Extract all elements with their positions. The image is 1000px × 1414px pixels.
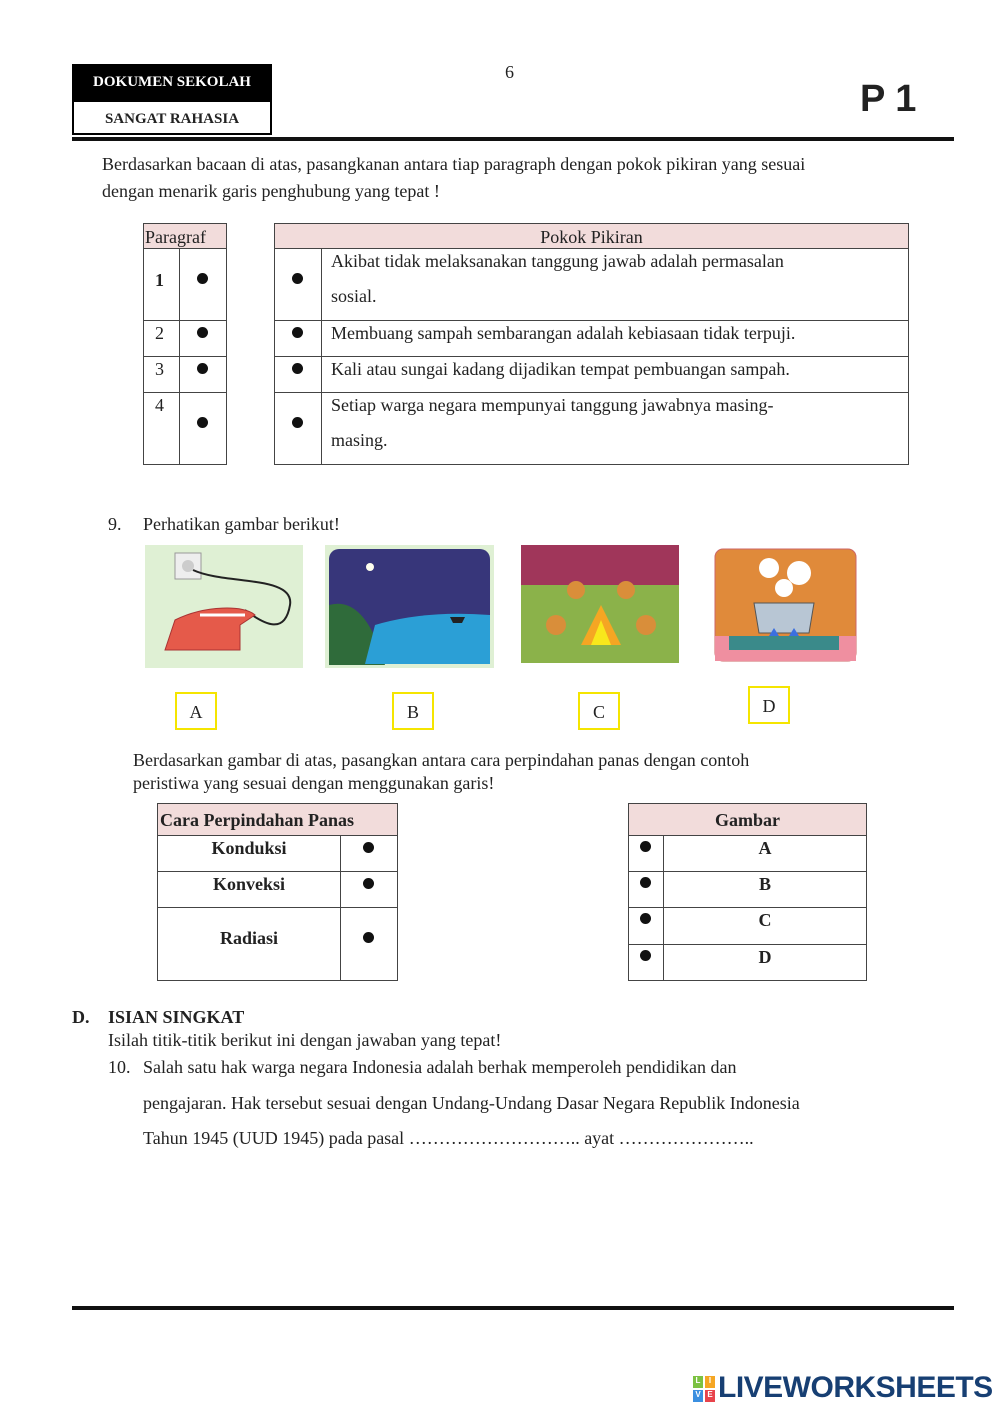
pokok-header: Pokok Pikiran <box>274 223 909 249</box>
pokok-text: sosial. <box>331 286 377 306</box>
header-divider <box>72 137 954 141</box>
section-d-title: ISIAN SINGKAT <box>108 1007 245 1027</box>
q8-instruction-line2: dengan menarik garis penghubung yang tepat ! <box>102 181 440 201</box>
paragraf-connector-dot[interactable] <box>197 327 208 338</box>
gambar-option: A <box>758 838 772 858</box>
iron-icon <box>145 545 303 668</box>
q8-instruction-line1: Berdasarkan bacaan di atas, pasangkanan antara tiap paragraph dengan pokok pikiran yang sesuai <box>102 154 806 174</box>
boiling-pot-icon <box>714 548 857 662</box>
method-connector-dot[interactable] <box>363 878 374 889</box>
paragraf-connector-dot[interactable] <box>197 363 208 374</box>
q10-pasal-blank[interactable]: ……………………….. <box>408 1128 580 1148</box>
picture-label-d: D <box>748 686 790 724</box>
secret-label: SANGAT RAHASIA <box>72 100 272 135</box>
paragraf-number: 4 <box>155 395 164 415</box>
method-konduksi: Konduksi <box>211 838 287 858</box>
gambar-connector-dot[interactable] <box>640 913 651 924</box>
q10-number: 10. <box>108 1057 131 1077</box>
page-number: 6 <box>505 62 514 82</box>
night-sea-picture <box>325 545 494 668</box>
footer-divider <box>72 1306 954 1310</box>
pokok-text: Setiap warga negara mempunyai tanggung jawabnya masing- <box>331 395 774 415</box>
pokok-text: Kali atau sungai kadang dijadikan tempat pembuangan sampah. <box>331 359 790 379</box>
gambar-header: Gambar <box>628 803 867 836</box>
paragraf-number: 3 <box>155 359 164 379</box>
section-d-letter: D. <box>72 1007 90 1027</box>
liveworksheets-brand: LIVEWORKSHEETS <box>718 1371 993 1404</box>
q9-instruction-line2: peristiwa yang sesuai dengan menggunakan garis! <box>133 773 495 793</box>
gambar-connector-dot[interactable] <box>640 877 651 888</box>
method-konveksi: Konveksi <box>212 874 286 894</box>
q9-instruction-line1: Berdasarkan gambar di atas, pasangkan antara cara perpindahan panas dengan contoh <box>133 750 750 770</box>
pokok-connector-dot[interactable] <box>292 417 303 428</box>
q10-line2: pengajaran. Hak tersebut sesuai dengan Undang-Undang Dasar Negara Republik Indonesia <box>143 1093 800 1113</box>
pokok-text: masing. <box>331 430 388 450</box>
liveworksheets-logo-icon: L I V E <box>693 1376 715 1402</box>
q10-ayat-label: ayat <box>584 1128 615 1148</box>
gambar-connector-dot[interactable] <box>640 950 651 961</box>
paragraf-header: Paragraf <box>143 223 227 249</box>
campfire-icon <box>521 545 679 663</box>
method-connector-dot[interactable] <box>363 932 374 943</box>
pokok-connector-dot[interactable] <box>292 327 303 338</box>
q9-prompt: Perhatikan gambar berikut! <box>143 514 340 534</box>
pokok-connector-dot[interactable] <box>292 363 303 374</box>
iron-picture <box>145 545 303 668</box>
document-label: DOKUMEN SEKOLAH <box>72 64 272 100</box>
paragraf-number: 1 <box>155 270 164 290</box>
gambar-option: D <box>758 947 772 967</box>
method-radiasi: Radiasi <box>219 928 279 948</box>
picture-label-c: C <box>578 692 620 730</box>
q9-number: 9. <box>108 514 122 534</box>
gambar-option: C <box>758 910 772 930</box>
night-sea-icon <box>325 545 494 668</box>
gambar-option: B <box>758 874 771 894</box>
picture-label-b: B <box>392 692 434 730</box>
campfire-picture <box>521 545 679 663</box>
pokok-text: Membuang sampah sembarangan adalah kebiasaan tidak terpuji. <box>331 323 796 343</box>
boiling-pot-picture <box>714 548 857 662</box>
pokok-text: Akibat tidak melaksanakan tanggung jawab adalah permasalan <box>331 251 784 271</box>
q10-line3 <box>143 1128 754 1149</box>
picture-label-a: A <box>175 692 217 730</box>
paragraf-connector-dot[interactable] <box>197 417 208 428</box>
pokok-connector-dot[interactable] <box>292 273 303 284</box>
gambar-connector-dot[interactable] <box>640 841 651 852</box>
method-connector-dot[interactable] <box>363 842 374 853</box>
paragraf-number: 2 <box>155 323 164 343</box>
q10-line3-prefix: Tahun 1945 (UUD 1945) pada pasal <box>143 1128 405 1148</box>
q10-line1: Salah satu hak warga negara Indonesia adalah berhak memperoleh pendidikan dan <box>143 1057 737 1077</box>
section-d-instruction: Isilah titik-titik berikut ini dengan jawaban yang tepat! <box>108 1030 502 1050</box>
heat-transfer-header: Cara Perpindahan Panas <box>157 803 398 836</box>
q10-ayat-blank[interactable]: ………………….. <box>618 1128 754 1148</box>
paper-code: P 1 <box>860 78 917 120</box>
paragraf-connector-dot[interactable] <box>197 273 208 284</box>
